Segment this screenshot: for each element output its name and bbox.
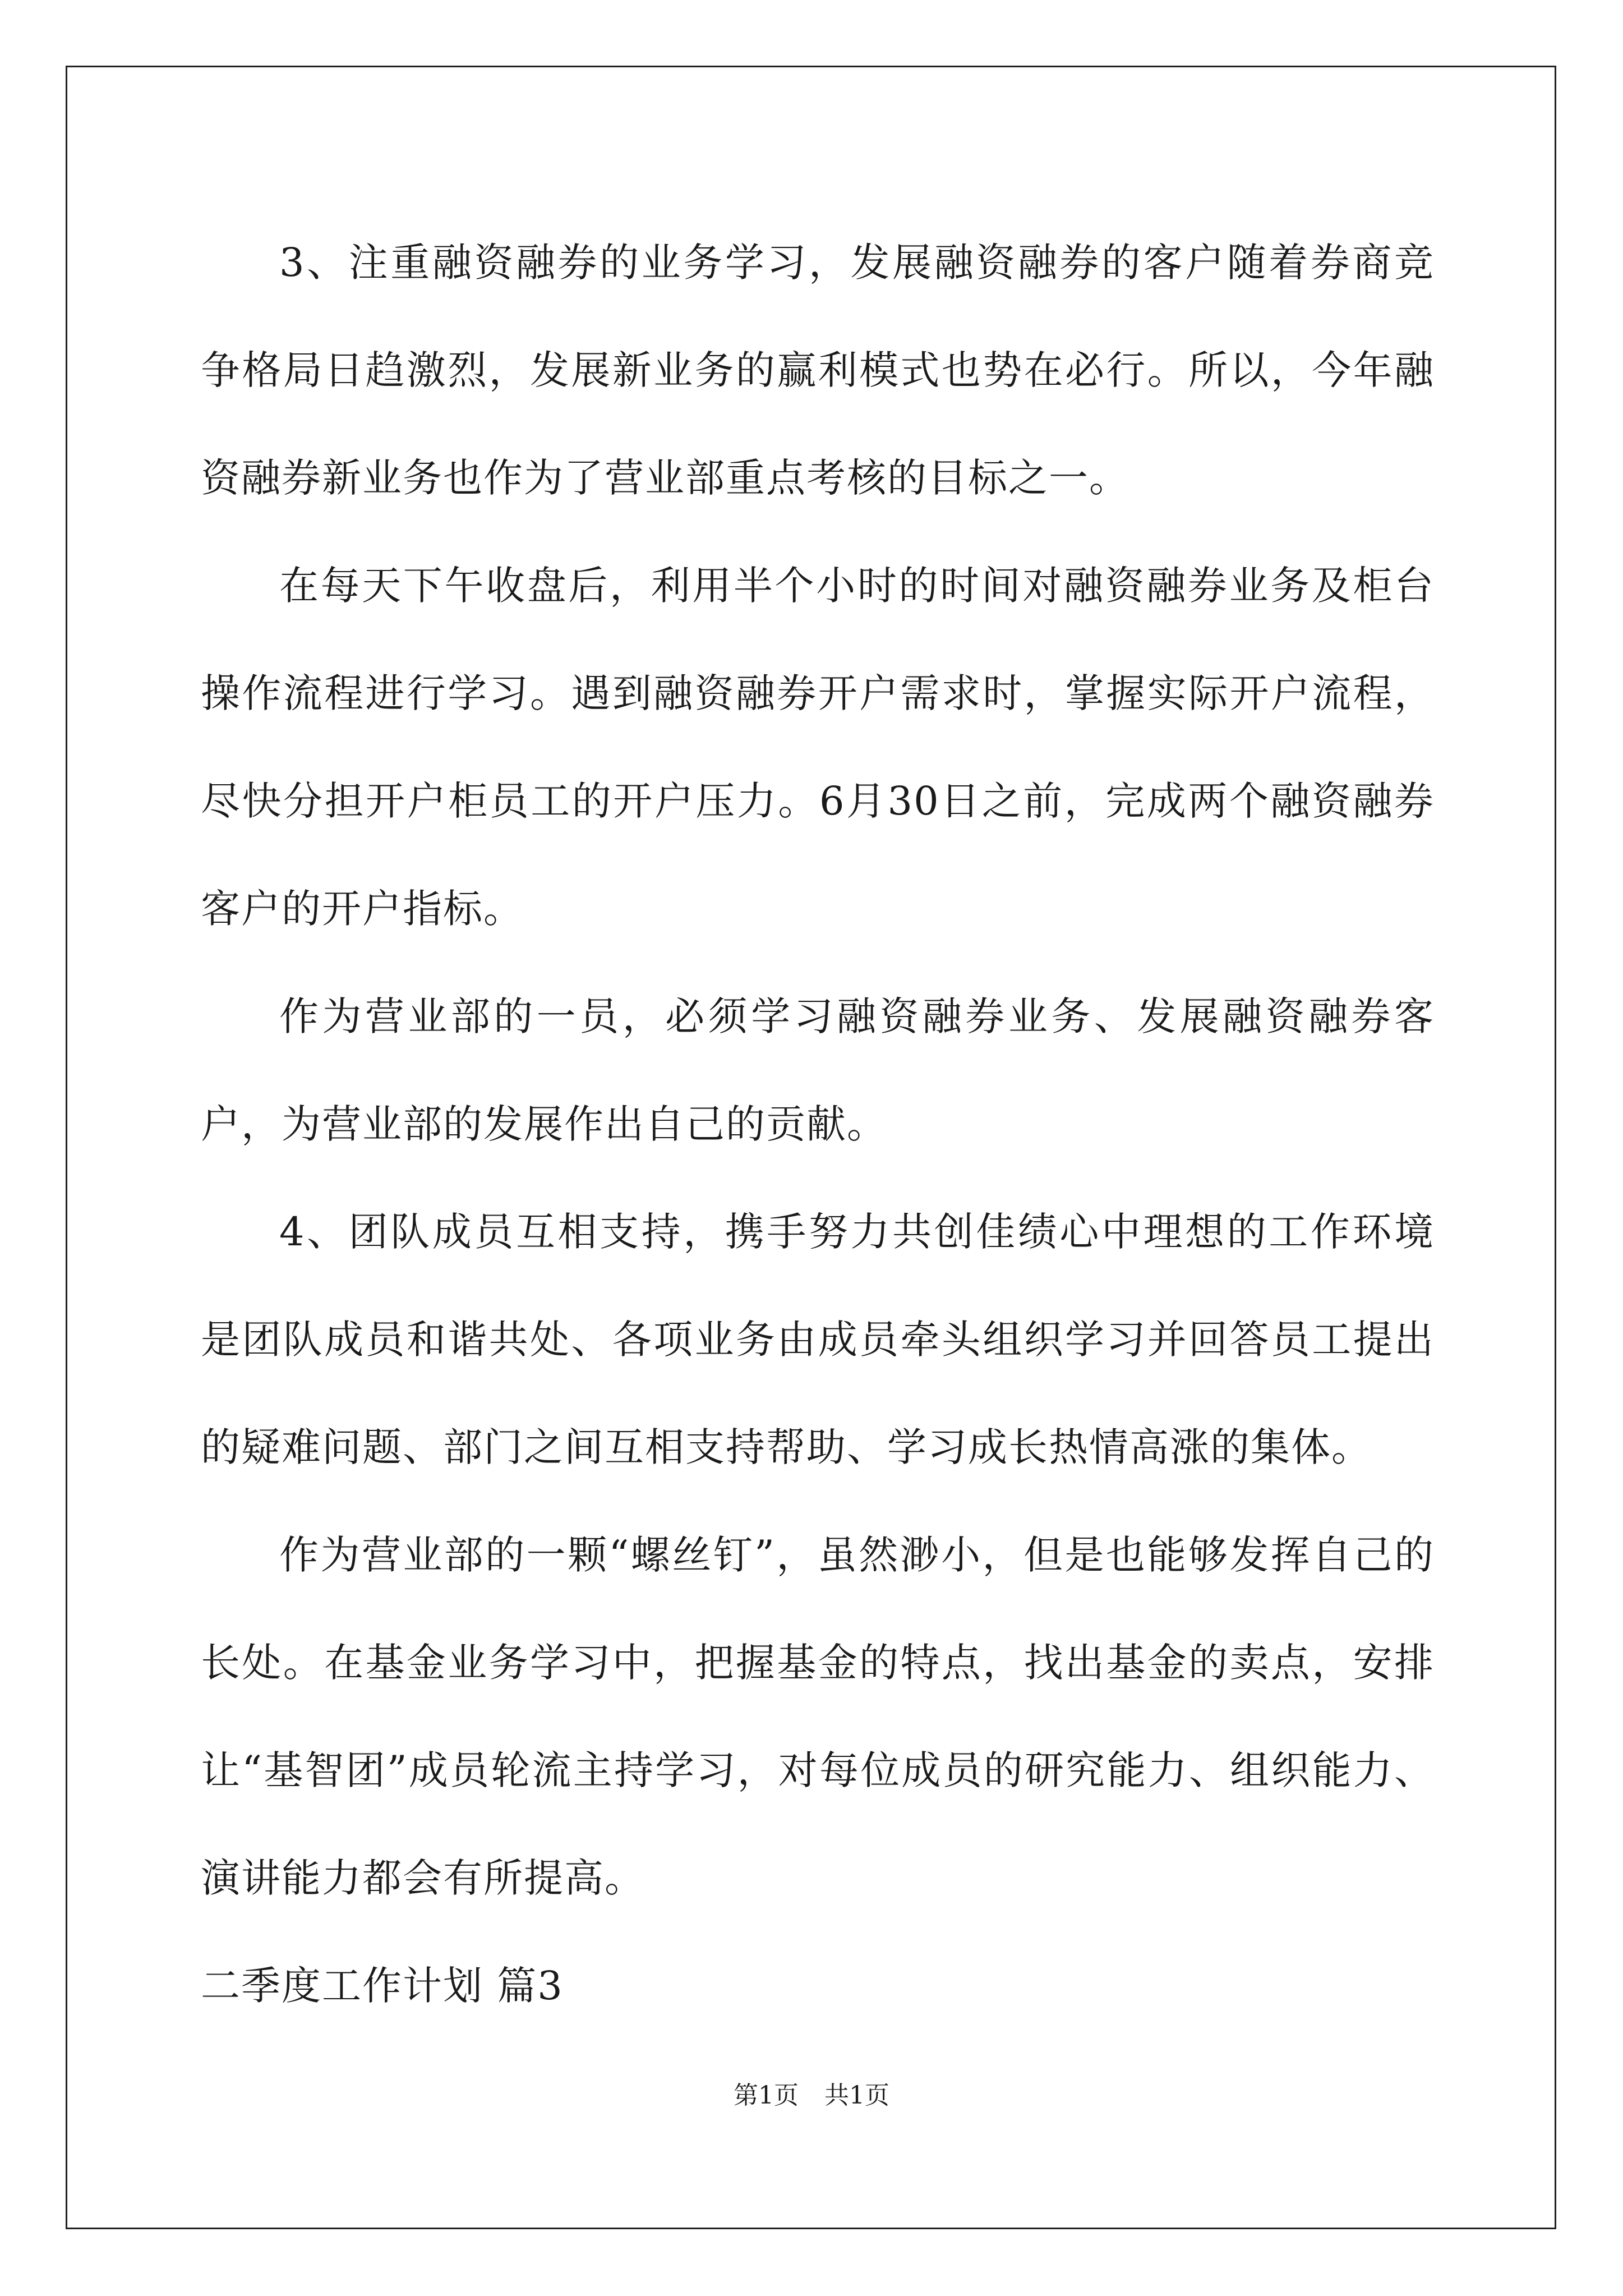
paragraph-screw: 作为营业部的一颗“螺丝钉”，虽然渺小，但是也能够发挥自己的长处。在基金业务学习中，把握基金的特点，找出基金的卖点，安排让“基智团”成员轮流主持学习，对每位成员的研究能力、组织能力、演讲能力都会有所提高。 (201, 1532, 1435, 1901)
paragraph-contribution: 作为营业部的一员，必须学习融资融券业务、发展融资融券客户，为营业部的发展作出自己的贡献。 (201, 993, 1435, 1147)
section-heading: 二季度工作计划 篇3 (201, 1963, 564, 2009)
paragraph-daily-learning: 在每天下午收盘后，利用半个小时的时间对融资融券业务及柜台操作流程进行学习。遇到融资融券开户需求时，掌握实际开户流程，尽快分担开户柜员工的开户压力。6月30日之前，完成两个融资融券客户的开户指标。 (201, 563, 1435, 932)
page-total: 共1页 (824, 2081, 889, 2110)
document-body (201, 209, 1435, 2040)
paragraph-financing-study: 3、注重融资融券的业务学习，发展融资融券的客户随着券商竞争格局日趋激烈，发展新业务的赢利模式也势在必行。所以，今年融资融券新业务也作为了营业部重点考核的目标之一。 (201, 240, 1435, 501)
page-footer (0, 2080, 1623, 2111)
page-number: 第1页 (734, 2081, 799, 2110)
paragraph-team-support: 4、团队成员互相支持，携手努力共创佳绩心中理想的工作环境是团队成员和谐共处、各项业务由成员牵头组织学习并回答员工提出的疑难问题、部门之间互相支持帮助、学习成长热情高涨的集体。 (201, 1209, 1435, 1470)
